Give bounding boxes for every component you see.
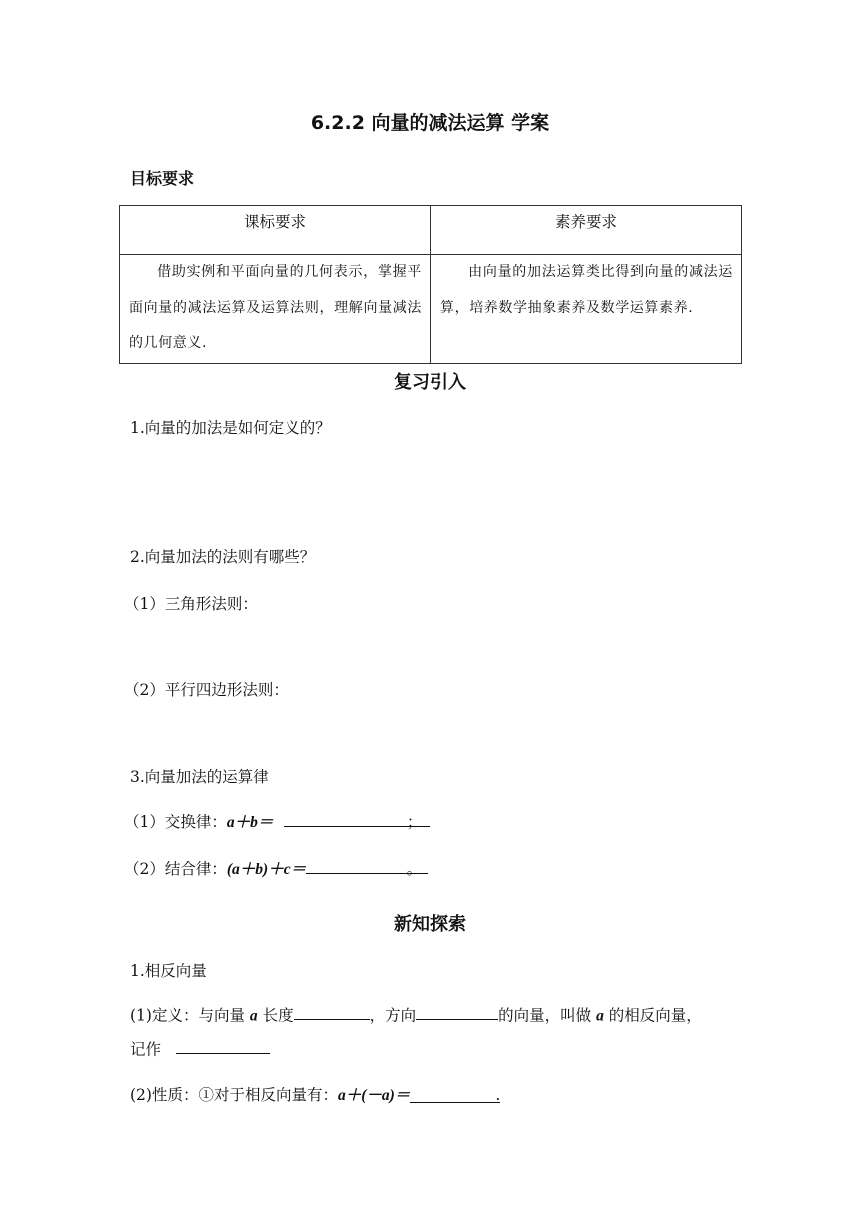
commutative-end: ； — [406, 813, 423, 831]
def-part-f: 记作 — [130, 1040, 162, 1059]
def-part-d: 的向量，叫做 — [498, 1006, 592, 1025]
def-var-a: a — [249, 1007, 258, 1025]
def-part-b: 长度 — [262, 1006, 294, 1025]
property-line — [130, 1083, 500, 1105]
goals-heading: 目标要求 — [130, 169, 195, 188]
definition-line — [130, 1003, 702, 1025]
notation-blank[interactable] — [176, 1037, 270, 1054]
associative-answer-blank[interactable] — [306, 857, 428, 878]
associative-end: 。 — [406, 860, 423, 878]
review-q1: 1.向量的加法是如何定义的？ — [130, 419, 331, 437]
review-q3: 3.向量加法的运算律 — [130, 768, 269, 786]
col2-header: 素养要求 — [431, 206, 742, 255]
prop-end: . — [495, 1086, 501, 1104]
explore-heading: 新知探索 — [394, 914, 466, 935]
review-q2: 2.向量加法的法则有哪些？ — [130, 548, 316, 566]
review-q2-1: （1）三角形法则： — [124, 595, 258, 613]
commutative-label: （1）交换律： — [124, 813, 227, 831]
def-part-c: ，方向 — [369, 1006, 417, 1025]
associative-expr: (a＋b)＋c＝ — [226, 861, 307, 878]
def-part-e: 的相反向量， — [608, 1006, 702, 1025]
col1-cell — [120, 255, 431, 364]
review-heading: 复习引入 — [394, 372, 466, 393]
col1-header: 课标要求 — [120, 206, 431, 255]
review-q2-2: （2）平行四边形法则： — [124, 681, 289, 699]
def-var-a2: a — [596, 1007, 604, 1025]
direction-blank[interactable] — [416, 1003, 498, 1020]
document-title: 6.2.2 向量的减法运算 学案 — [310, 112, 550, 134]
commutative-law-line — [124, 810, 430, 832]
prop-expr: a＋(－a)＝ — [337, 1087, 411, 1104]
associative-law-line — [124, 857, 428, 879]
property-blank[interactable] — [410, 1086, 500, 1103]
requirements-table — [119, 205, 742, 364]
commutative-expr: a＋b＝ — [226, 814, 274, 831]
explore-item1: 1.相反向量 — [130, 962, 207, 980]
def-part-a: (1)定义：与向量 — [130, 1006, 245, 1025]
col1-text: 借助实例和平面向量的几何表示，掌握平面向量的减法运算及运算法则，理解向量减法的几何意义. — [129, 264, 422, 351]
commutative-answer-blank[interactable] — [284, 810, 430, 831]
associative-label: （2）结合律： — [124, 860, 227, 878]
length-blank[interactable] — [294, 1003, 370, 1020]
col2-text: 由向量的加法运算类比得到向量的减法运算，培养数学抽象素养及数学运算素养. — [440, 264, 733, 316]
col2-cell — [431, 255, 742, 364]
prop-part-a: (2)性质：①对于相反向量有： — [130, 1086, 338, 1104]
notation-line — [130, 1037, 270, 1059]
